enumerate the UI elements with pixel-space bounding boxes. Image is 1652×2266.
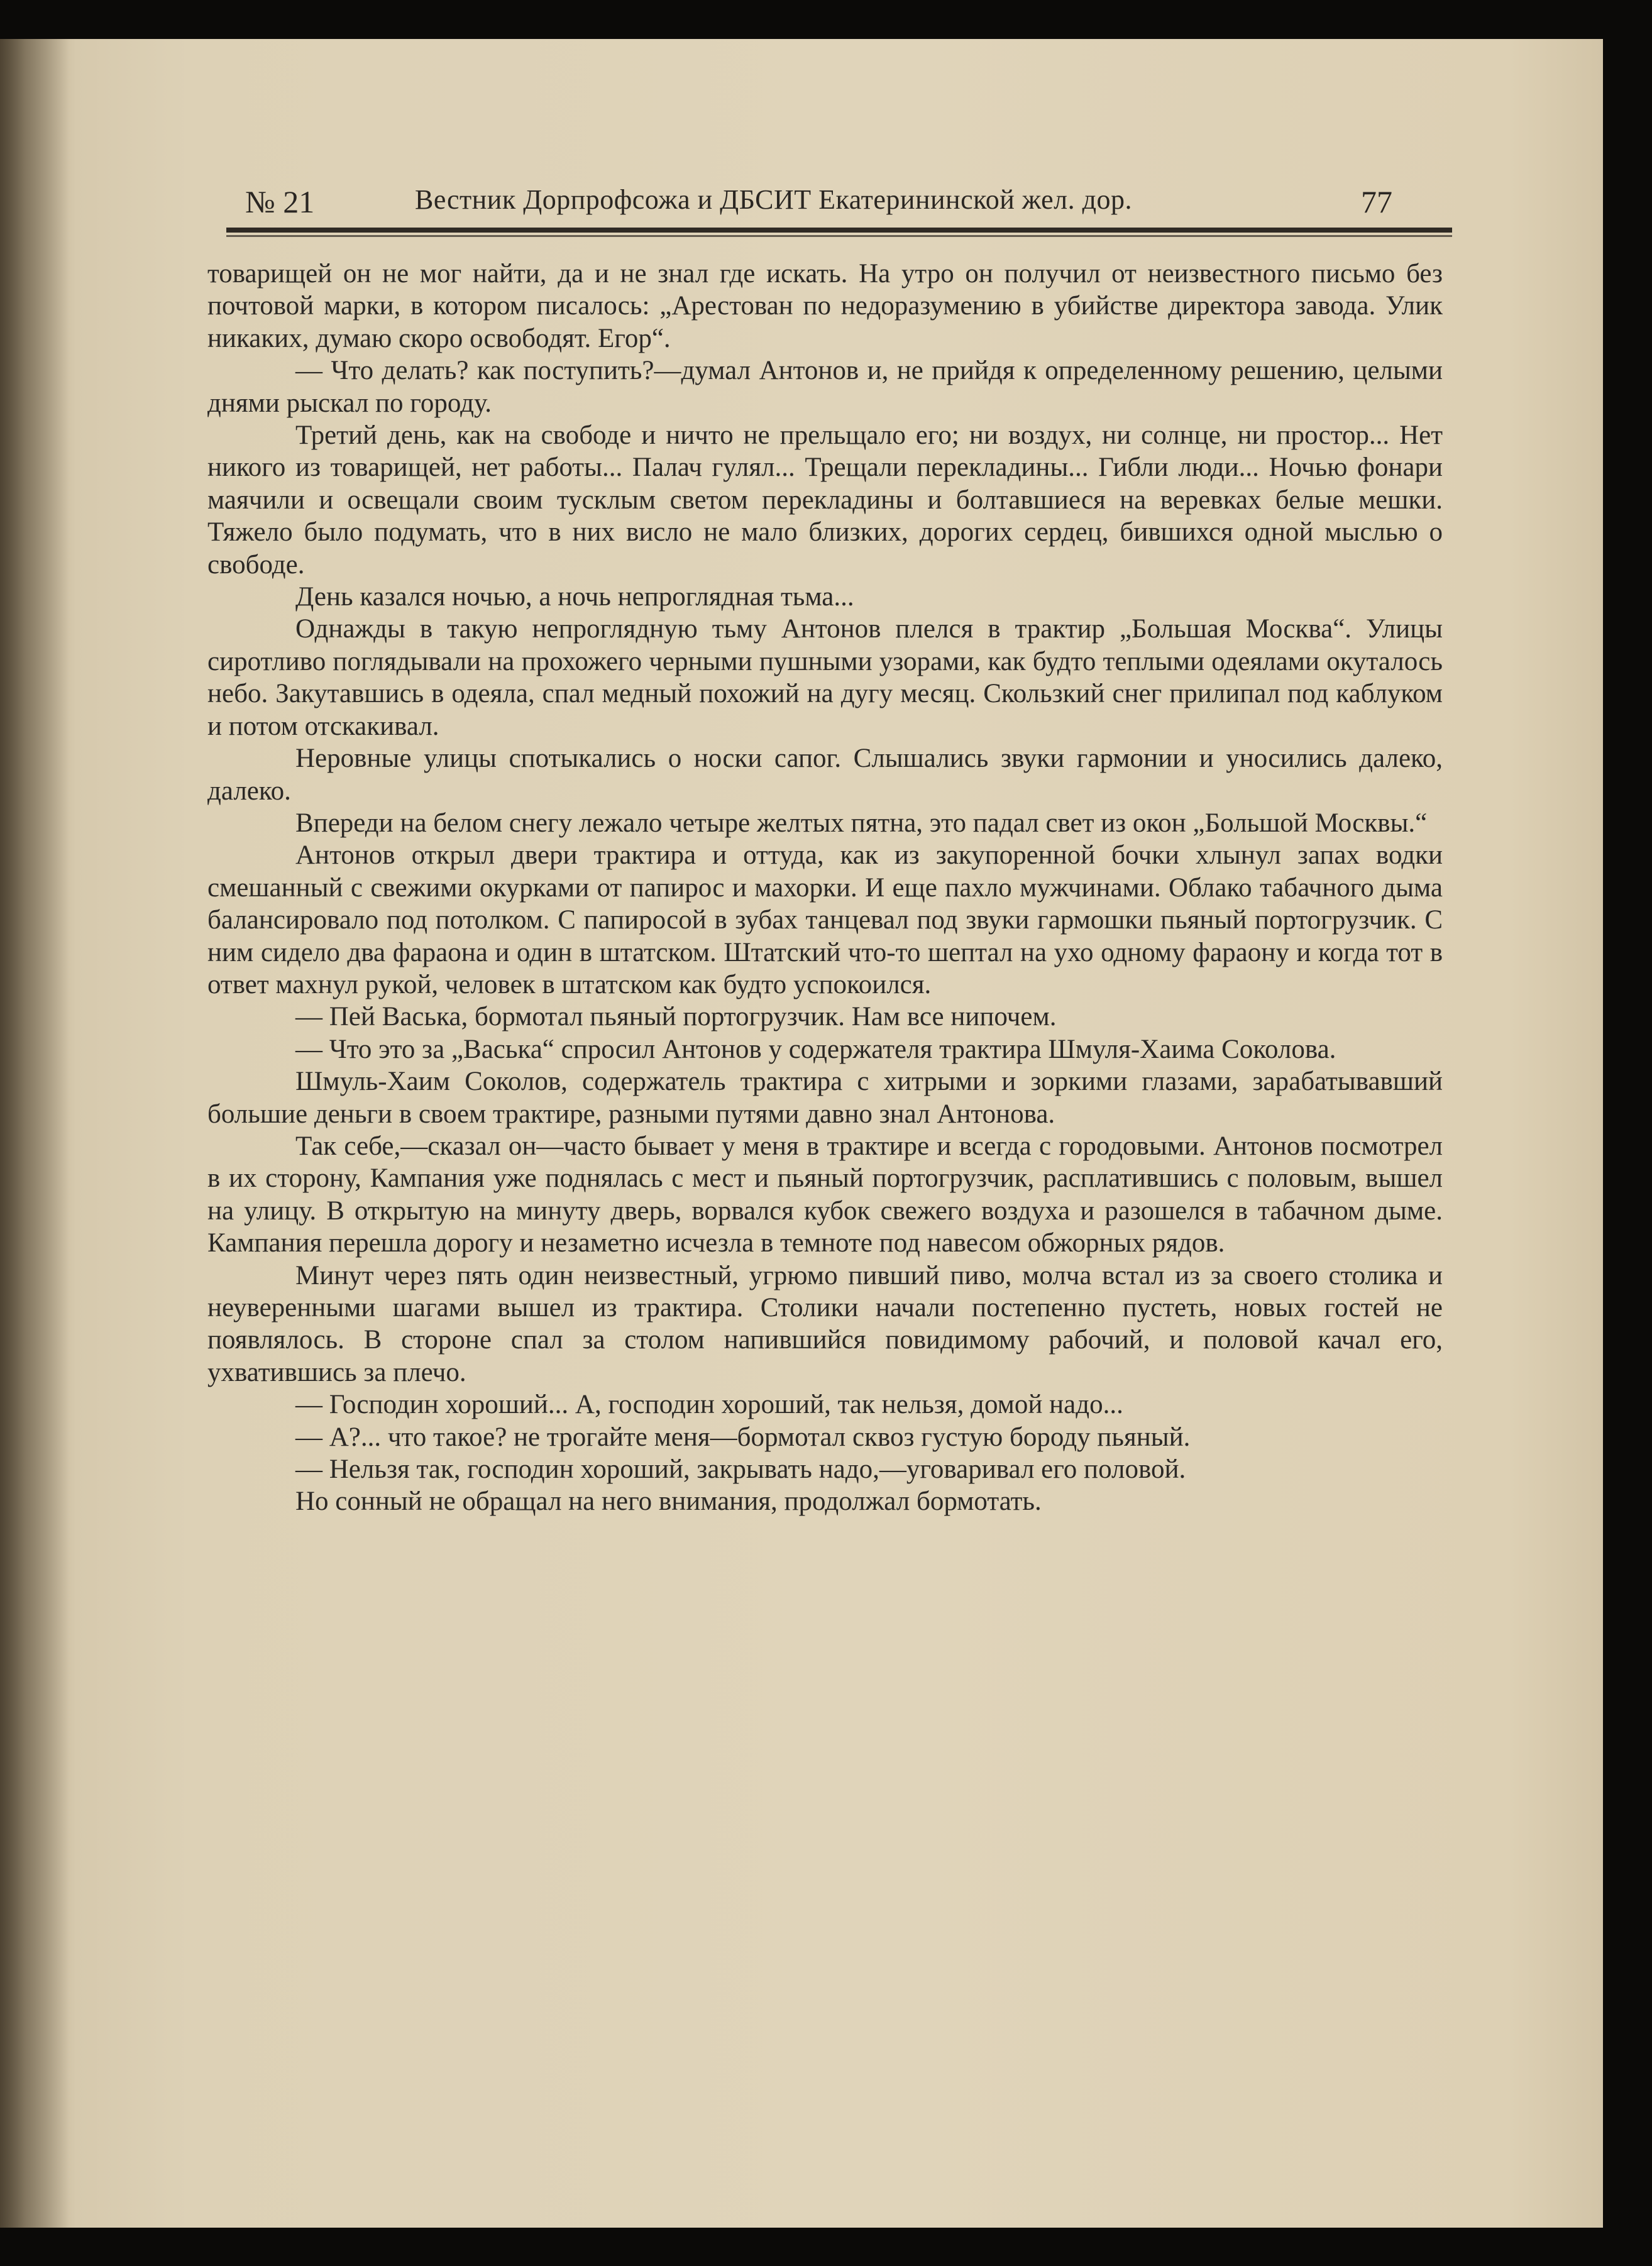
paragraph: Впереди на белом снегу лежало четыре желтых пятна, это падал свет из окон „Большой Москвы.“ — [295, 808, 1428, 838]
paragraph: Антонов открыл двери трактира и оттуда, как из закупоренной бочки хлынул запах водки смешанный с свежими окурками от папирос и махорки. И еще пахло мужчинами. Облако табачного дыма балансировало под потолком. С папиросой в зубах танцевал под звуки гармошки пьяный портогрузчик. С ним сидело два фараона и один в штатском. Штатский что-то шептал на ухо одному фараону и когда тот в ответ махнул рукой, человек в штатском как будто успокоился. — [207, 840, 1443, 999]
header-rule-thin — [226, 235, 1452, 237]
paragraph: Третий день, как на свободе и ничто не прельщало его; ни воздух, ни солнце, ни простор... Нет никого из товарищей, нет работы... Палач гулял... Трещали перекладины... Гибли люди... Ночью фонари маячили и освещали своим тусклым светом перекладины и болтавшиеся на веревках белые мешки. Тяжело было подумать, что в них висло не мало близких, дорогих сердец, бившихся одной мыслью о свободе. — [207, 421, 1443, 580]
paragraph: — Пей Васька, бормотал пьяный портогрузчик. Нам все нипочем. — [295, 1002, 1057, 1032]
paragraph: День казался ночью, а ночь непроглядная тьма... — [295, 582, 854, 612]
paragraph: — А?... что такое? не трогайте меня—бормотал сквоз густую бороду пьяный. — [295, 1422, 1191, 1452]
paragraph: Но сонный не обращал на него внимания, продолжал бормотать. — [295, 1487, 1042, 1517]
paragraph: Минут через пять один неизвестный, угрюмо пивший пиво, молча встал из за своего столика и неуверенными шагами вышел из трактира. Столики начали постепенно пустеть, новых гостей не появлялось. В стороне спал за столом напившийся повидимому рабочий, и половой качал его, ухватившись за плечо. — [207, 1260, 1443, 1387]
paragraph: Шмуль-Хаим Соколов, содержатель трактира с хитрыми и зоркими глазами, зарабатывавший большие деньги в своем трактире, разными путями давно знал Антонова. — [207, 1067, 1443, 1129]
paragraph: — Что это за „Васька“ спросил Антонов у содержателя трактира Шмуля-Хаима Соколова. — [295, 1034, 1336, 1064]
paragraph: Неровные улицы спотыкались о носки сапог. Слышались звуки гармонии и уносились далеко, далеко. — [207, 744, 1443, 806]
paragraph: Так себе,—сказал он—часто бывает у меня в трактире и всегда с городовыми. Антонов посмотрел в их сторону, Кампания уже поднялась с мест и пьяный портогрузчик, расплатившись с половым, вышел на улицу. В открытую на минуту дверь, ворвался кубок свежего воздуха и разошелся в табачном дыме. Кампания перешла дорогу и незаметно исчезла в темноте под навесом обжорных рядов. — [207, 1131, 1443, 1258]
running-header — [233, 184, 1427, 228]
page-gutter-shadow — [0, 39, 69, 2228]
paragraph: товарищей он не мог найти, да и не знал где искать. На утро он получил от неизвестного письмо без почтовой марки, в котором писалось: „Арестован по недоразумению в убийстве директора завода. Улик никаких, думаю скоро освободят. Егор“. — [207, 259, 1443, 353]
issue-number: № 21 — [245, 184, 315, 219]
paragraph: — Что делать? как поступить?—думал Антонов и, не прийдя к определенному решению, целыми днями рыскал по городу. — [207, 356, 1443, 418]
paragraph: — Нельзя так, господин хороший, закрывать надо,—уговаривал его половой. — [295, 1455, 1186, 1485]
header-rule — [226, 228, 1452, 233]
paragraph: Однажды в такую непроглядную тьму Антонов плелся в трактир „Большая Москва“. Улицы сиротливо поглядывали на прохожего черными пушными узорами, как будто теплыми одеялами окуталось небо. Закутавшись в одеяла, спал медный похожий на дугу месяц. Скользкий снег прилипал под каблуком и потом отскакивал. — [207, 614, 1443, 741]
book-page — [0, 39, 1603, 2228]
journal-title: Вестник Дорпрофсожа и ДБСИТ Екатерининской жел. дор. — [415, 184, 1132, 215]
body-text — [207, 258, 1443, 1518]
paragraph: — Господин хороший... А, господин хороший, так нельзя, домой надо... — [295, 1390, 1123, 1420]
page-number: 77 — [1361, 184, 1392, 219]
